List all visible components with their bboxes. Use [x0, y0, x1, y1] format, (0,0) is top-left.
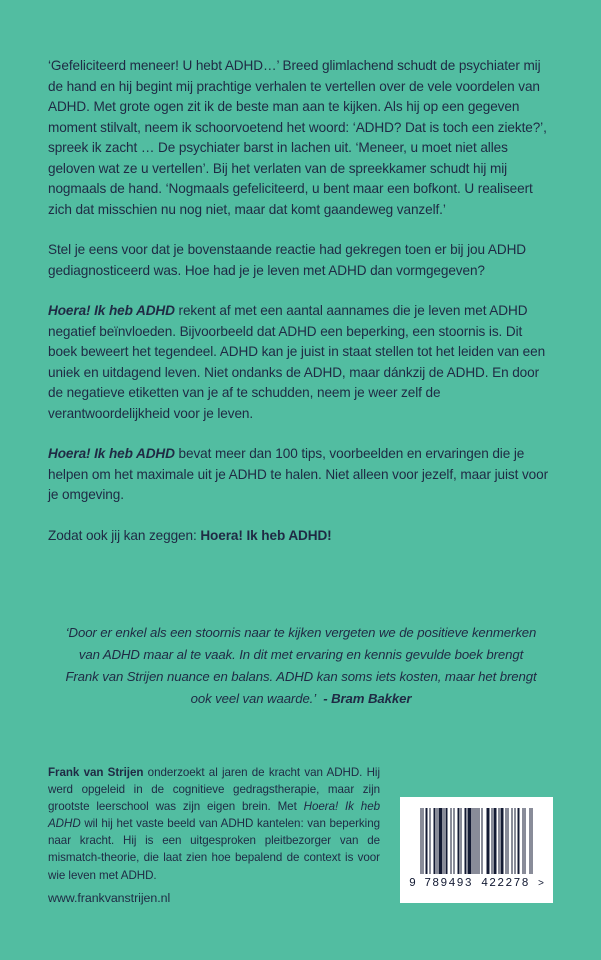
paragraph-closing-line: [48, 526, 554, 547]
paragraph-contents: [48, 444, 554, 506]
endorsement-quote: [62, 622, 540, 710]
text-run: Hoera! Ik heb ADHD: [48, 446, 175, 461]
text-run: Zodat ook jij kan zeggen:: [48, 527, 201, 543]
barcode-lead-digit: 9: [409, 877, 416, 890]
author-bio: [48, 764, 380, 884]
text-run: Hoera! Ik heb ADHD: [48, 800, 381, 831]
text-run: wil hij het vaste beeld van ADHD kantelen: van beperking naar kracht. Hij is een uitgesproken pleitbezorger van de mismatch-theorie, die laat zien hoe bepalend de context is voor wie leven met ADHD.: [48, 817, 380, 882]
text-run: onderzoekt al jaren de kracht van ADHD. Hij werd opgeleid in de cognitieve gedragstherapie, maar zijn grootste leerschool was zijn eigen brein. Met: [48, 766, 380, 814]
text-run: Hoera! Ik heb ADHD!: [200, 527, 332, 543]
paragraph-premise: [48, 301, 554, 424]
text-run: Stel je eens voor dat je bovenstaande reactie had gekregen toen er bij jou ADHD gediagnosticeerd was. Hoe had je je leven met ADHD dan vormgegeven?: [48, 242, 527, 278]
barcode-right-group: 422278: [481, 877, 530, 890]
text-run: bevat meer dan 100 tips, voorbeelden en ervaringen die je helpen om het maximale uit je ADHD te halen. Niet alleen voor jezelf, maar juist voor je omgeving.: [48, 446, 548, 502]
text-run: Frank van Strijen: [48, 766, 144, 779]
author-website-url: www.frankvanstrijen.nl: [48, 891, 171, 905]
quote-attribution: - Bram Bakker: [323, 691, 412, 706]
blurb-text-block: [48, 56, 554, 566]
isbn-barcode: [400, 797, 553, 903]
barcode-bars: [420, 808, 533, 874]
text-run: ‘Gefeliciteerd meneer! U hebt ADHD…’ Breed glimlachend schudt de psychiater mij de hand en hij begint mij prachtige verhalen te vertellen over de vele voordelen van ADHD. Met grote ogen zit ik de beste man aan te kijken. Als hij op een gegeven moment stilvalt, neem ik schoorvoetend het woord: ‘ADHD? Dat is toch een ziekte?’, spreek ik zacht … De psychiater barst in lachen uit. ‘Meneer, u moet niet alles geloven wat ze u vertellen’. Bij het verlaten van de spreekkamer schudt hij mij nogmaals de hand. ‘Nogmaals gefeliciteerd, u bent maar een bofkont. U realiseert zich dat misschien nu nog niet, maar dat komt gaandeweg vanzelf.’: [48, 58, 547, 217]
paragraph-opening-anecdote: [48, 56, 554, 220]
barcode-left-group: 789493: [424, 877, 473, 890]
barcode-digits: [409, 877, 544, 890]
text-run: Hoera! Ik heb ADHD: [48, 303, 175, 318]
quote-text: ‘Door er enkel als een stoornis naar te kijken vergeten we de positieve kenmerken van ADHD maar al te vaak. In dit met ervaring en kennis gevulde boek brengt Frank van Strijen nuance en balans. ADHD kan soms iets kosten, maar het brengt ook veel van waarde.’: [65, 625, 537, 706]
barcode-bar: [531, 808, 532, 874]
barcode-terminator: >: [537, 879, 544, 890]
text-run: rekent af met een aantal aannames die je leven met ADHD negatief beïnvloeden. Bijvoorbeeld dat ADHD een beperking, een stoornis is. Dit boek beweert het tegendeel. ADHD kan je juist in staat stellen tot het leiden van een uniek en uitdagend leven. Niet ondanks de ADHD, maar dánkzij de ADHD. En door de negatieve etiketten van je af te schudden, neem je weer zelf de verantwoordelijkheid voor je leven.: [48, 303, 546, 421]
paragraph-question: [48, 240, 554, 281]
